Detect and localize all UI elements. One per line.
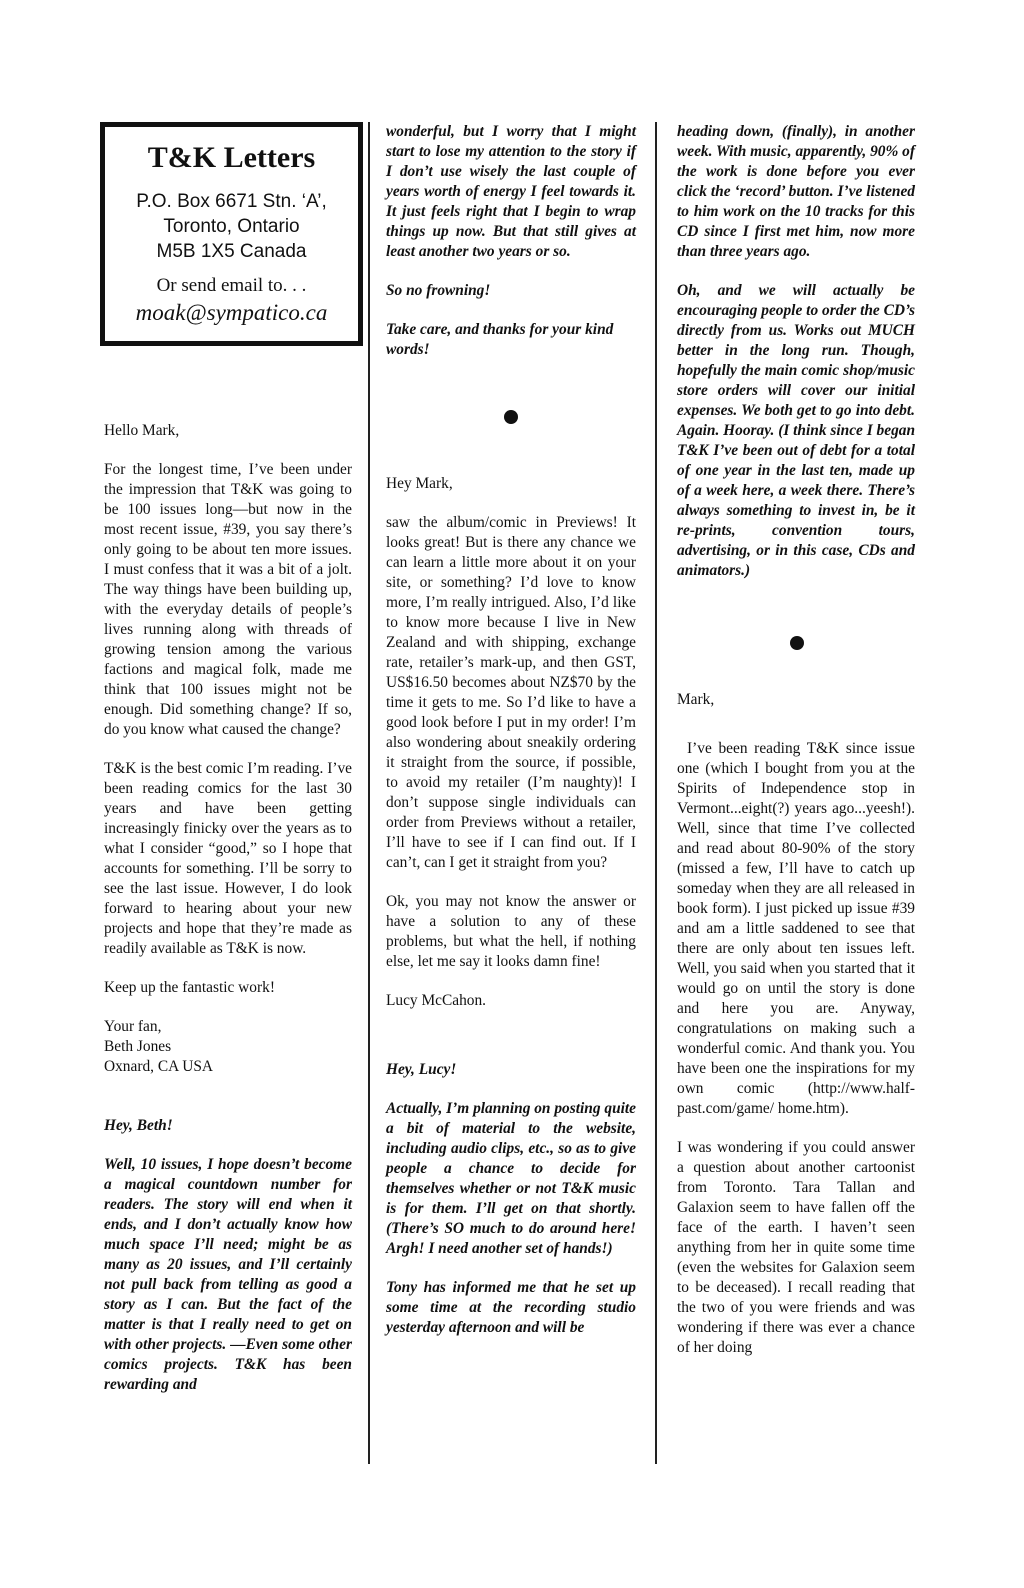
address-line-3: M5B 1X5 Canada	[156, 241, 307, 262]
email-intro: Or send email to. . .	[156, 275, 307, 296]
letter2-paragraph: saw the album/comic in Previews! It looks great! But is there any chance we can learn a little more about it on your site, or something? I’d love to know more, I’m really intrigued. Also, I’d like to know more because I live in New Zealand and with shipping, exchange rate, retailer’s mark-up, and then GST, US$16.50 becomes about NZ$70 by the time it gets to me. So I’d like to have a good look before I put in my order! I’m also wondering about sneakily ordering it straight from the source, if possible, to avoid my retailer (I’m naughty)! I don’t suppose single individuals can order from Previews without a retailer, I’ll have to see if I can find out. If I can’t, can I get it straight from you?	[386, 514, 636, 871]
letter3-paragraph: I was wondering if you could answer a question about another cartoonist from Toronto. Tara Tallan and Galaxion seem to have fallen off the face of the earth. I haven’t seen anything from her in quite some time (even the websites for Galaxion seem to be deceased). I recall reading that the two of you were friends and was wondering if there was ever a chance of her doing	[677, 1139, 915, 1356]
reply1-paragraph-part1: Well, 10 issues, I hope doesn’t become a magical countdown number for readers. The story will end when it ends, and I don’t actually know how much space I’ll need; might be as many as 20 issues, and I’ll certainly not pull back from telling as good a story as I can. But the fact of the matter is that I really need to get on with other projects. —Even some other comics projects. T&K has been rewarding and	[104, 1156, 352, 1393]
letter1-signoff: Your fan,	[104, 1018, 162, 1035]
reply1-paragraph: So no frowning!	[386, 282, 491, 299]
column-divider-1	[368, 122, 370, 1464]
letter1-paragraph: For the longest time, I’ve been under the impression that T&K was going to be 100 issues long—but now in the most recent issue, #39, you say there’s only going to be about ten more issues. I must confess that it was a bit of a jolt. The way things have been building up, with the everyday details of people’s lives running along with threads of growing tension among the various factions and magical folk, made me think that 100 issues might not be enough. Did something change? If so, do you know what caused the change?	[104, 461, 352, 738]
reply2-greeting: Hey, Lucy!	[386, 1061, 457, 1078]
reply2-paragraph: Actually, I’m planning on posting quite a bit of material to the website, including audio clips, etc., so as to give people a chance to decide for themselves whether or not T&K music is for them. I’ll get on that shortly. (There’s SO much to do around here! Argh! I need another set of hands!)	[386, 1100, 637, 1257]
column-divider-2	[655, 122, 657, 1464]
reply2-paragraph: Oh, and we will actually be encouraging people to order the CD’s directly from us. Works out MUCH better in the long run. Though, hopefully the main comic shop/music store orders will cover our initial expenses. We both get to go into debt. Again. Hooray. (I think since I began T&K I’ve been out of debt for a total of one year in the last ten, made up of a week here, a week there. There’s always something to invest in, be it re-prints, convention tours, advertising, or in this case, CDs and animators.)	[677, 282, 916, 579]
letter2-paragraph: Ok, you may not know the answer or have a solution to any of these problems, but what the hell, if nothing else, let me say it looks damn fine!	[386, 893, 636, 970]
letter2-greeting: Hey Mark,	[386, 475, 453, 492]
reply2-paragraph-part2: heading down, (finally), in another week. With music, apparently, 90% of the work is done before you ever click the ‘record’ button. I’ve listened to him work on the 10 tracks for this CD since I first met him, now more than three years ago.	[677, 123, 915, 260]
letter1-name: Beth Jones	[104, 1038, 172, 1055]
section-bullet	[504, 410, 518, 424]
letter3-paragraph: I’ve been reading T&K since issue one (which I bought from you at the Spirits of Independence stop in Vermont...eight(?) years ago...yeesh!). Well, since that time I’ve collected and read about 80-90% of the story (missed a few, I’ll have to catch up someday when they are all released in book form). I just picked up issue #39 and am a little saddened to see that there are only about ten issues left. Well, you said when you started that it would go on until the story is done and here you are. Anyway, congratulations on making such a wonderful comic. And thank you. You have been one the inspirations for my own comic (http://www.half-past.com/game/ home.htm).	[677, 740, 915, 1117]
letter1-paragraph: Keep up the fantastic work!	[104, 979, 275, 996]
section-bullet	[790, 636, 804, 650]
reply2-paragraph-part1: Tony has informed me that he set up some time at the recording studio yesterday afternoon and will be	[386, 1279, 636, 1336]
letter1-location: Oxnard, CA USA	[104, 1058, 214, 1075]
reply1-paragraph-part2: wonderful, but I worry that I might start to lose my attention to the story if I don’t use wisely the last couple of years worth of energy I feel towards it. It just feels right that I begin to wrap things up now. But that still gives at least another two years or so.	[386, 123, 636, 260]
email-address[interactable]: moak@sympatico.ca	[135, 300, 328, 325]
letter3-greeting: Mark,	[677, 691, 715, 708]
column-2	[386, 122, 636, 1357]
column-1	[104, 122, 352, 1414]
letter1-greeting: Hello Mark,	[104, 422, 180, 439]
reply1-paragraph: Take care, and thanks for your kind words!	[386, 321, 614, 358]
letter2-name: Lucy McCahon.	[386, 992, 487, 1009]
mailbox-address-box	[100, 122, 363, 346]
reply1-greeting: Hey, Beth!	[104, 1117, 173, 1134]
address-line-2: Toronto, Ontario	[163, 216, 300, 237]
letter1-paragraph: T&K is the best comic I’m reading. I’ve been reading comics for the last 30 years and have been getting increasingly finicky over the years as to what I consider “good,” so I hope that accounts for something. I’ll be sorry to see the last issue. However, I do look forward to hearing about your new projects and hope that they’re made as readily available as T&K is now.	[104, 760, 352, 957]
address-line-1: P.O. Box 6671 Stn. ‘A’,	[136, 191, 327, 212]
column-3	[677, 122, 915, 1377]
letters-title: T&K Letters	[147, 141, 316, 174]
